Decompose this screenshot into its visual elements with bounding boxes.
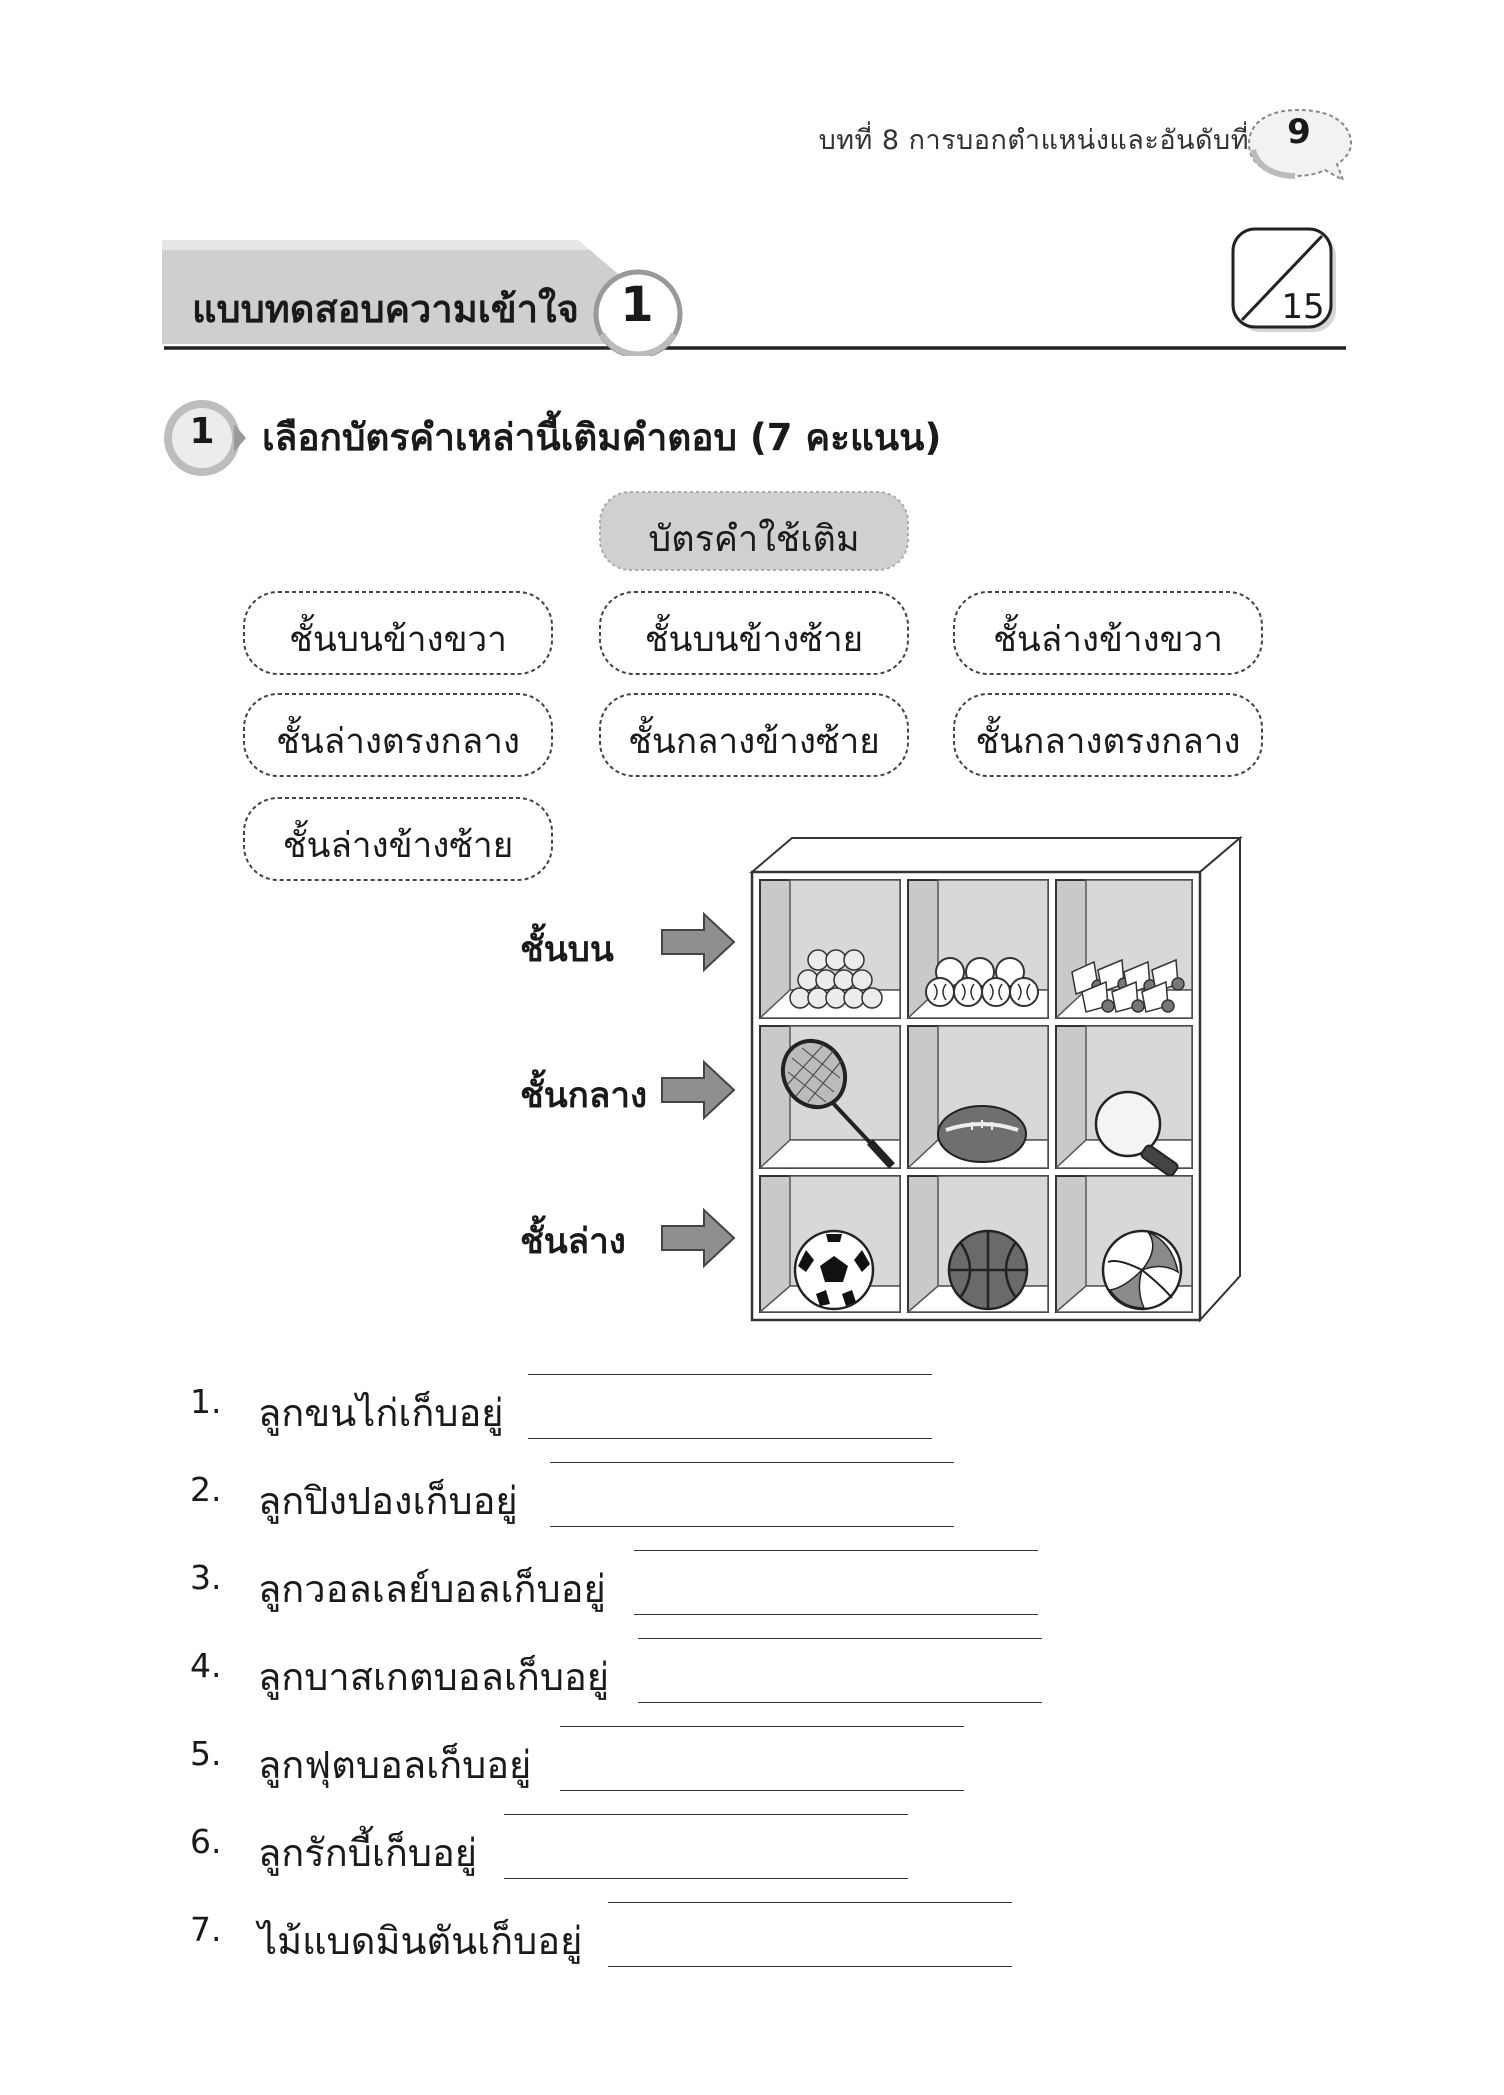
answer-line[interactable]	[634, 1550, 1038, 1551]
word-card[interactable]: ชั้นบนข้างขวา	[289, 620, 507, 660]
shuttlecocks-icon	[1068, 952, 1194, 1014]
arrow-right-icon	[660, 1058, 740, 1122]
answer-number: 1.	[190, 1382, 222, 1421]
answer-prompt: ลูกรักบี้เก็บอยู่	[258, 1831, 478, 1875]
badminton-racket-icon	[774, 1036, 904, 1174]
test-banner-number: 1	[620, 277, 654, 333]
score-total: 15	[1281, 287, 1325, 327]
ping-pong-paddle-icon	[1088, 1086, 1190, 1176]
ping-pong-balls-icon	[786, 946, 886, 1012]
answer-prompt: ลูกบาสเกตบอลเก็บอยู่	[258, 1655, 610, 1699]
baseballs-icon	[924, 954, 1046, 1010]
answer-line[interactable]	[504, 1814, 908, 1815]
chapter-title: บทที่ 8 การบอกตำแหน่งและอันดับที่	[818, 125, 1249, 156]
answer-number: 2.	[190, 1470, 222, 1509]
page-number: 9	[1287, 112, 1311, 152]
test-banner-label: แบบทดสอบความเข้าใจ	[192, 287, 579, 331]
answer-number: 6.	[190, 1822, 222, 1861]
word-card[interactable]: ชั้นกลางข้างซ้าย	[628, 722, 880, 762]
answer-line[interactable]	[638, 1638, 1042, 1639]
answer-number: 3.	[190, 1558, 222, 1597]
answer-prompt: ลูกปิงปองเก็บอยู่	[258, 1479, 518, 1523]
answer-line[interactable]	[608, 1902, 1012, 1903]
word-card[interactable]: ชั้นบนข้างซ้าย	[644, 620, 864, 660]
answer-prompt: ลูกขนไก่เก็บอยู่	[258, 1391, 504, 1435]
shelf-row-label-bottom: ชั้นล่าง	[520, 1222, 626, 1262]
answer-line[interactable]	[528, 1374, 932, 1375]
answer-prompt: ลูกวอลเลย์บอลเก็บอยู่	[258, 1567, 606, 1611]
word-cards-header: บัตรคำใช้เติม	[648, 519, 860, 560]
word-card[interactable]: ชั้นกลางตรงกลาง	[975, 722, 1241, 762]
volleyball-icon	[1100, 1228, 1184, 1312]
soccer-ball-icon	[792, 1228, 876, 1312]
answer-line[interactable]	[638, 1702, 1042, 1703]
answer-line[interactable]	[504, 1878, 908, 1879]
answer-line[interactable]	[550, 1526, 954, 1527]
arrow-right-icon	[660, 910, 740, 974]
answer-line[interactable]	[528, 1438, 932, 1439]
shelf-row-label-middle: ชั้นกลาง	[520, 1076, 648, 1116]
arrow-right-icon	[660, 1206, 740, 1270]
answer-prompt: ลูกฟุตบอลเก็บอยู่	[258, 1743, 532, 1787]
shelf-row-label-top: ชั้นบน	[520, 930, 614, 970]
answer-line[interactable]	[634, 1614, 1038, 1615]
question-number: 1	[189, 411, 215, 452]
word-card[interactable]: ชั้นล่างข้างซ้าย	[282, 826, 514, 866]
answer-line[interactable]	[550, 1462, 954, 1463]
rugby-ball-icon	[934, 1100, 1030, 1166]
word-card[interactable]: ชั้นล่างข้างขวา	[993, 620, 1223, 660]
answer-line[interactable]	[560, 1726, 964, 1727]
answer-number: 7.	[190, 1910, 222, 1949]
word-card[interactable]: ชั้นล่างตรงกลาง	[276, 722, 520, 762]
question-text: เลือกบัตรคำเหล่านี้เติมคำตอบ (7 คะแนน)	[262, 416, 942, 459]
basketball-icon	[946, 1228, 1030, 1312]
answer-number: 5.	[190, 1734, 222, 1773]
answer-line[interactable]	[608, 1966, 1012, 1967]
answer-prompt: ไม้แบดมินตันเก็บอยู่	[258, 1919, 583, 1963]
answer-line[interactable]	[560, 1790, 964, 1791]
answer-number: 4.	[190, 1646, 222, 1685]
